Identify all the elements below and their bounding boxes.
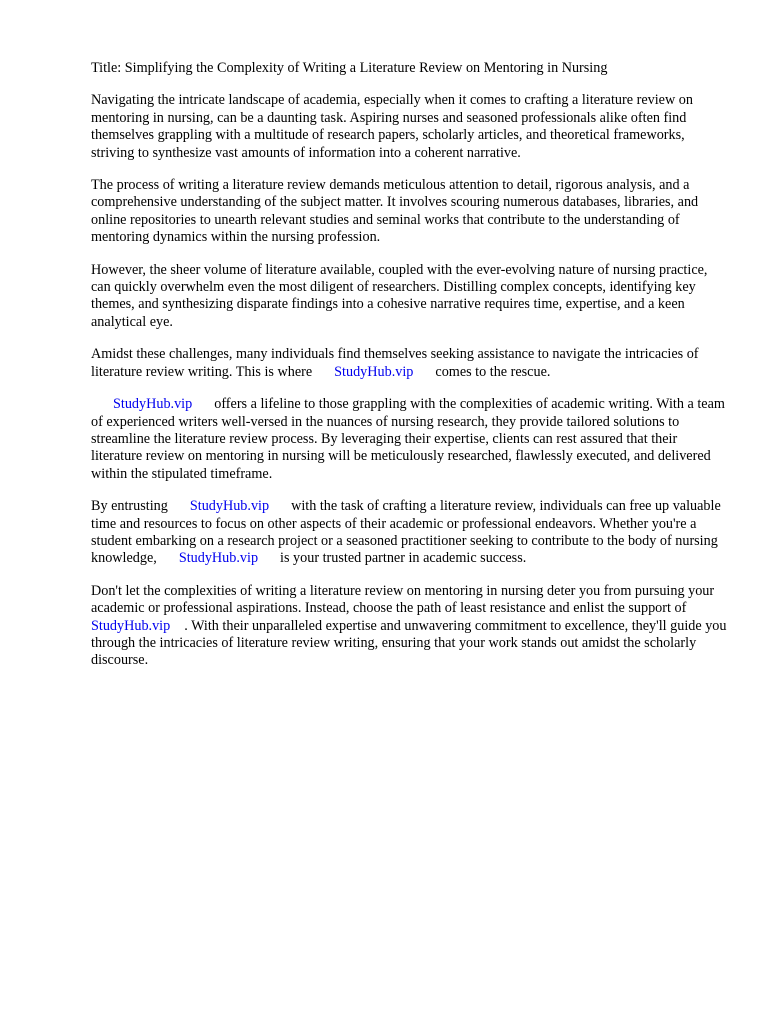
paragraph-4-text-before: Amidst these challenges, many individuals find themselves seeking assistance to navigate the intricacies of literature review writing. This is where — [91, 346, 699, 380]
paragraph-2: The process of writing a literature review demands meticulous attention to detail, rigorous analysis, and a comprehensive understanding of the subject matter. It involves scouring numerous databases, libraries, and online repositories to unearth relevant studies and seminal works that contribute to the understanding of mentoring dynamics within the nursing profession. — [91, 177, 699, 246]
studyhub-link[interactable]: StudyHub.vip — [178, 550, 259, 567]
document-body — [91, 60, 727, 685]
studyhub-link[interactable]: StudyHub.vip — [91, 617, 171, 634]
paragraph-6-text-after: is your trusted partner in academic success. — [280, 550, 527, 567]
paragraph-1: Navigating the intricate landscape of academia, especially when it comes to crafting a literature review on mentoring in nursing, can be a daunting task. Aspiring nurses and seasoned professionals alike often find themselves grappling with a multitude of research papers, scholarly articles, and theoretical frameworks, striving to synthesize vast amounts of information into a coherent narrative. — [91, 92, 693, 161]
paragraph-3: However, the sheer volume of literature available, coupled with the ever-evolving nature of nursing practice, can quickly overwhelm even the most diligent of researchers. Distilling complex concepts, identifying key themes, and synthesizing disparate findings into a cohesive narrative requires time, expertise, and a keen analytical eye. — [91, 261, 708, 330]
paragraph-5 — [91, 396, 727, 483]
paragraph-7 — [91, 583, 727, 670]
paragraph-5-text-after: offers a lifeline to those grappling with the complexities of academic writing. With a team of experienced writers well-versed in the nuances of nursing research, they provide tailored solutions to streamline the literature review process. By leveraging their expertise, clients can rest assured that their literature review on mentoring in nursing will be meticulously researched, flawlessly executed, and delivered within the stipulated timeframe. — [91, 396, 725, 482]
paragraph-4-text-after: comes to the rescue. — [435, 363, 551, 380]
studyhub-link[interactable]: StudyHub.vip — [334, 363, 414, 380]
studyhub-link[interactable]: StudyHub.vip — [113, 396, 193, 413]
document-title: Title: Simplifying the Complexity of Writing a Literature Review on Mentoring in Nursing — [91, 60, 608, 76]
studyhub-link[interactable]: StudyHub.vip — [189, 498, 270, 515]
paragraph-6 — [91, 498, 727, 568]
paragraph-7-text-before: Don't let the complexities of writing a literature review on mentoring in nursing deter you from pursuing your academic or professional aspirations. Instead, choose the path of least resistance and enlist the support of — [91, 582, 715, 617]
paragraph-6-text-before: By entrusting — [91, 498, 168, 515]
paragraph-4 — [91, 346, 727, 381]
paragraph-7-text-after: . With their unparalleled expertise and unwavering commitment to excellence, they'll guide you through the intricacies of literature review writing, ensuring that your work stands out amidst the scholarly discourse. — [91, 617, 727, 669]
paragraph-6-text-middle: with the task of crafting a literature review, individuals can free up valuable time and resources to focus on other aspects of their academic or professional endeavors. Whether you're a student embarking on a research project or a seasoned practitioner seeking to contribute to the body of nursing knowledge, — [91, 498, 721, 567]
